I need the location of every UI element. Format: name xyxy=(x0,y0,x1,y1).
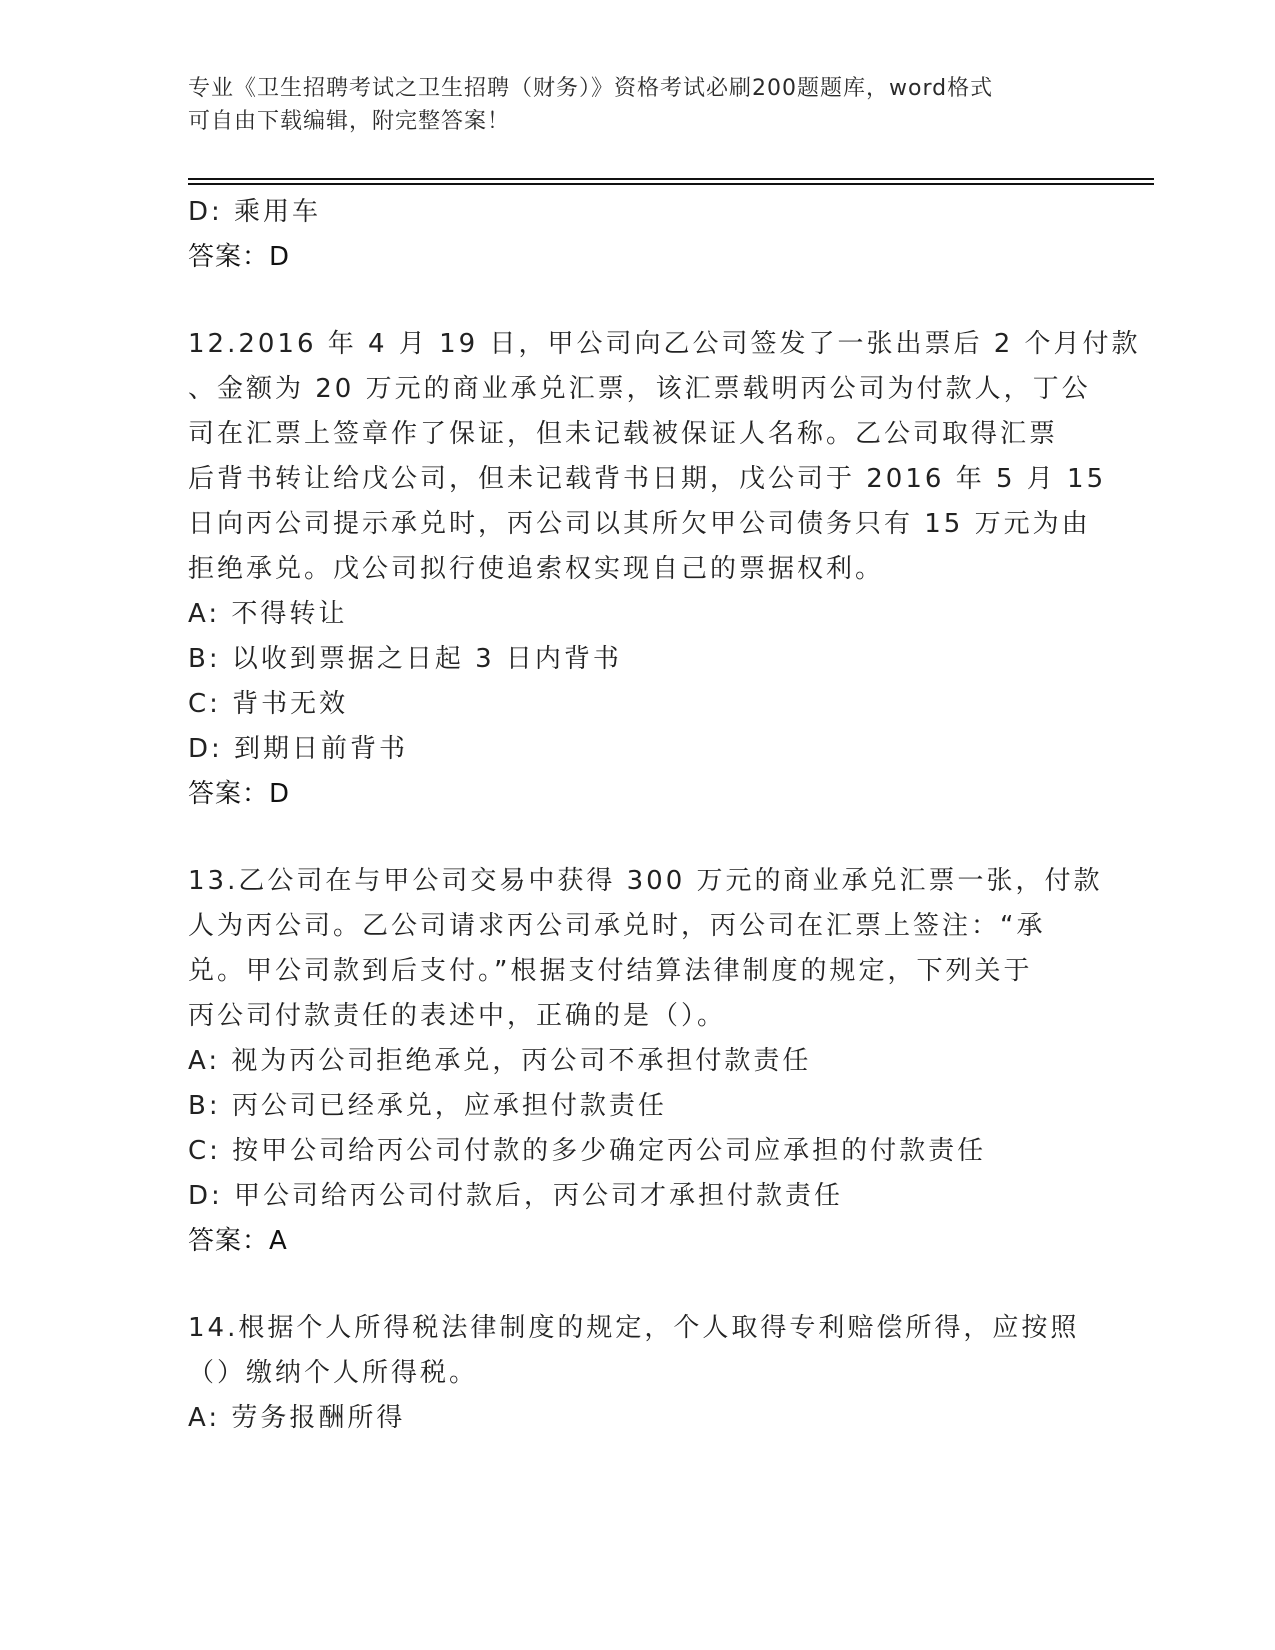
question-14 xyxy=(188,1306,1088,1441)
option-a: A: 不得转让 xyxy=(188,599,348,629)
header-line-2: 可自由下载编辑，附完整答案！ xyxy=(188,109,511,134)
question-text-line: 14.根据个人所得税法律制度的规定，个人取得专利赔偿所得，应按照 xyxy=(188,1313,1080,1343)
question-text-line: 丙公司付款责任的表述中，正确的是（）。 xyxy=(188,1001,727,1031)
document-body xyxy=(188,190,1141,1441)
question-text-line: 人为丙公司。乙公司请求丙公司承兑时，丙公司在汇票上签注：“承 xyxy=(188,911,1046,941)
option-c: C: 背书无效 xyxy=(188,689,349,719)
option-b: B: 以收到票据之日起 3 日内背书 xyxy=(188,644,622,674)
option-c: C: 按甲公司给丙公司付款的多少确定丙公司应承担的付款责任 xyxy=(188,1136,987,1166)
question-text-line: 、金额为 20 万元的商业承兑汇票，该汇票载明丙公司为付款人，丁公 xyxy=(188,374,1091,404)
header-rule-top xyxy=(188,178,1154,180)
option-a: A: 劳务报酬所得 xyxy=(188,1403,406,1433)
option-d: D: 乘用车 xyxy=(188,197,322,227)
option-a: A: 视为丙公司拒绝承兑，丙公司不承担付款责任 xyxy=(188,1046,812,1076)
answer-line: 答案：D xyxy=(188,242,291,272)
header-rule-bottom xyxy=(188,183,1154,185)
question-12 xyxy=(188,322,1141,817)
question-text-line: （）缴纳个人所得税。 xyxy=(188,1358,479,1388)
question-text-line: 后背书转让给戊公司，但未记载背书日期，戊公司于 2016 年 5 月 15 xyxy=(188,464,1107,494)
page-header xyxy=(188,72,1068,138)
previous-question-tail xyxy=(188,190,1088,280)
header-line-1: 专业《卫生招聘考试之卫生招聘（财务）》资格考试必刷200题题库，word格式 xyxy=(188,76,994,101)
question-text-line: 13.乙公司在与甲公司交易中获得 300 万元的商业承兑汇票一张，付款 xyxy=(188,866,1103,896)
question-13 xyxy=(188,859,1103,1264)
question-text-line: 日向丙公司提示承兑时，丙公司以其所欠甲公司债务只有 15 万元为由 xyxy=(188,509,1091,539)
option-b: B: 丙公司已经承兑，应承担付款责任 xyxy=(188,1091,667,1121)
answer-line: 答案：D xyxy=(188,779,291,809)
option-d: D: 甲公司给丙公司付款后，丙公司才承担付款责任 xyxy=(188,1181,844,1211)
answer-line: 答案：A xyxy=(188,1226,288,1256)
question-text-line: 兑。甲公司款到后支付。”根据支付结算法律制度的规定，下列关于 xyxy=(188,956,1033,986)
question-text-line: 拒绝承兑。戊公司拟行使追索权实现自己的票据权利。 xyxy=(188,554,885,584)
question-text-line: 司在汇票上签章作了保证，但未记载被保证人名称。乙公司取得汇票 xyxy=(188,419,1059,449)
option-d: D: 到期日前背书 xyxy=(188,734,409,764)
question-text-line: 12.2016 年 4 月 19 日，甲公司向乙公司签发了一张出票后 2 个月付款 xyxy=(188,329,1141,359)
